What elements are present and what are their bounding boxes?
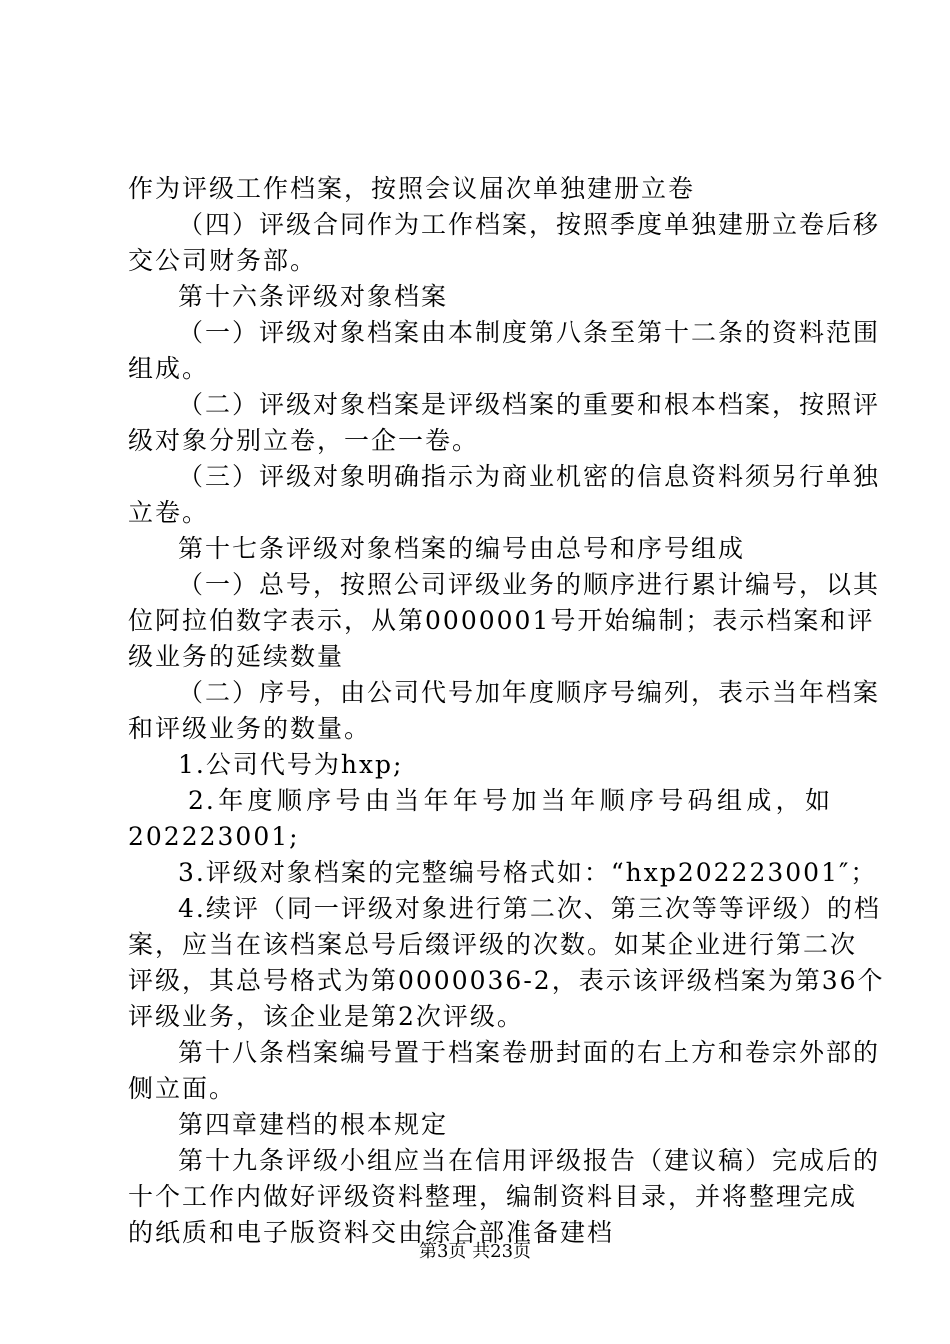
text-line: 和评级业务的数量。 bbox=[128, 714, 372, 743]
text-line: 评级，其总号格式为第0000036-2，表示该评级档案为第36个 bbox=[128, 966, 885, 995]
text-line: 202223001; bbox=[128, 822, 300, 851]
text-line: 十个工作内做好评级资料整理，编制资料目录，并将整理完成 bbox=[128, 1182, 858, 1211]
text-line: （二）评级对象档案是评级档案的重要和根本档案，按照评 bbox=[178, 390, 881, 419]
text-line: 评级业务，该企业是第2次评级。 bbox=[128, 1002, 524, 1031]
text-line: （三）评级对象明确指示为商业机密的信息资料须另行单独 bbox=[178, 462, 881, 491]
text-line: 的纸质和电子版资料交由综合部准备建档 bbox=[128, 1218, 615, 1247]
text-line: 案，应当在该档案总号后缀评级的次数。如某企业进行第二次 bbox=[128, 930, 858, 959]
text-line: 1.公司代号为hxp; bbox=[178, 750, 404, 779]
text-line: 第十八条档案编号置于档案卷册封面的右上方和卷宗外部的 bbox=[178, 1038, 881, 1067]
text-line: 作为评级工作档案，按照会议届次单独建册立卷 bbox=[128, 174, 696, 203]
text-line: 位阿拉伯数字表示，从第0000001号开始编制；表示档案和评 bbox=[128, 606, 875, 635]
text-line: （二）序号，由公司代号加年度顺序号编列，表示当年档案 bbox=[178, 678, 881, 707]
text-line: （一）总号，按照公司评级业务的顺序进行累计编号，以其 bbox=[178, 570, 881, 599]
text-line: 4.续评（同一评级对象进行第二次、第三次等等评级）的档 bbox=[178, 894, 881, 923]
text-line: 侧立面。 bbox=[128, 1074, 237, 1103]
text-line: 第十九条评级小组应当在信用评级报告（建议稿）完成后的 bbox=[178, 1146, 881, 1175]
page-footer: 第3页 共23页 bbox=[418, 1241, 532, 1262]
text-line: 立卷。 bbox=[128, 498, 210, 527]
text-line: 第十六条评级对象档案 bbox=[178, 282, 449, 311]
text-line: （四）评级合同作为工作档案，按照季度单独建册立卷后移 bbox=[178, 210, 881, 239]
text-line: 交公司财务部。 bbox=[128, 246, 318, 275]
text-line: （一）评级对象档案由本制度第八条至第十二条的资料范围 bbox=[178, 318, 881, 347]
text-line: 第十七条评级对象档案的编号由总号和序号组成 bbox=[178, 534, 746, 563]
text-line: 2.年度顺序号由当年年号加当年顺序号码组成，如 bbox=[188, 786, 832, 815]
text-line: 级对象分别立卷，一企一卷。 bbox=[128, 426, 480, 455]
text-line: 3.评级对象档案的完整编号格式如：“hxp202223001″； bbox=[178, 858, 878, 887]
text-line: 级业务的延续数量 bbox=[128, 642, 345, 671]
text-line: 组成。 bbox=[128, 354, 210, 383]
text-line: 第四章建档的根本规定 bbox=[178, 1110, 449, 1139]
